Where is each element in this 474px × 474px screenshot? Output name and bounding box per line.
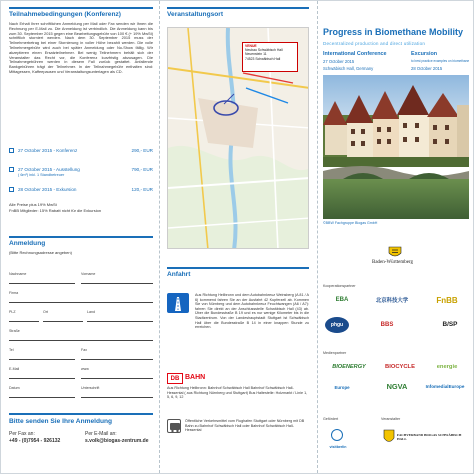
state-name: Baden-Württemberg bbox=[372, 260, 414, 265]
send-title: Bitte senden Sie Ihre Anmeldung bbox=[9, 418, 113, 425]
fax-field[interactable]: Fax bbox=[81, 348, 153, 360]
conference-date: 27 October 2015 bbox=[323, 59, 355, 64]
fnbb-logo: FnBB bbox=[436, 295, 458, 305]
train-directions: Aus Richtung Heilbronn: Bahnhof Schwäbisch Hall Bahnhof Schwäbisch Hall-Hessental ( aus Richtung Nürnberg und Stuttgart) Bus Haltestelle: Holzmarkt / Linie 1, 5, 6, 9, 12 bbox=[167, 386, 308, 400]
fax-label: Per Fax an: bbox=[9, 431, 35, 437]
cover-title: Progress in Biomethane Mobility bbox=[323, 27, 464, 37]
company-field[interactable]: Firma bbox=[9, 291, 153, 303]
registration-title: Anmeldung bbox=[9, 240, 46, 247]
price-amount: 290,- EUR bbox=[131, 148, 153, 153]
registration-bar bbox=[9, 236, 153, 238]
venue-title: Veranstaltungsort bbox=[167, 11, 224, 18]
media-label: Medienpartner bbox=[323, 351, 347, 355]
town-photo bbox=[323, 75, 469, 219]
photo-caption: ©BBW Fachgruppe Biogas GmbH bbox=[323, 221, 378, 225]
ngva-logo: NGVA bbox=[386, 381, 408, 391]
price-amount: 790,- EUR bbox=[131, 167, 153, 172]
city-field[interactable]: Ort bbox=[43, 310, 83, 322]
university-logo: 北京科技大学 bbox=[375, 298, 409, 304]
registration-subtitle: (Bitte Rechnungsadresse angeben) bbox=[9, 250, 72, 255]
price-exhibition[interactable] bbox=[9, 166, 153, 180]
right-column bbox=[317, 1, 474, 473]
price-label: 27 October 2015 - Ausstellung bbox=[18, 167, 80, 172]
excursion-desc: to best practice examples on biomethane bbox=[411, 59, 470, 63]
checkbox[interactable] bbox=[9, 148, 14, 153]
car-directions: Aus Richtung Heilbronn und dem Autobahnkreuz Weinsberg (A 81 / A 6) kommend fahren Sie an der Ausfahrt 42 Kupferzell ab. Kommen Sie von Nürnberg und dem Autobahnkreuz Feuchtwangen (A6 / A7): fahren Sie direkt an der Anschlussstelle Schwäbisch Hall (43) ab. Über die Bundesstraße B 19 und es nur wenige Kilometer bis in die Stadtzentrum. Von der Landeshauptstadt Stuttgart ist Schwäbisch Hall über die Bundesstraße B 14 in einer knappen Stunde zu erreichen. bbox=[195, 293, 309, 330]
support-label: Gefördert bbox=[323, 417, 339, 421]
title-bar bbox=[9, 7, 153, 9]
country-field[interactable]: Land bbox=[87, 310, 153, 322]
public-transport-text: Öffentliche Verkehrsmittel vom Flughafen Stuttgart oder Nürnberg mit DB Bahn zu Bahnhof Schwäbisch Hall oder Bahnhof Schwäbisch Hall-Hessental bbox=[185, 419, 305, 433]
lastname-field[interactable]: Nachname bbox=[9, 272, 75, 284]
db-logo: DB bbox=[167, 373, 183, 384]
mail-address[interactable]: s.volk@biogas-zentrum.de bbox=[85, 438, 149, 444]
email-field[interactable]: E-Mail bbox=[9, 367, 75, 379]
firstname-field[interactable]: Vorname bbox=[81, 272, 153, 284]
organizer-label: Veranstalter bbox=[381, 417, 401, 421]
left-column bbox=[1, 1, 159, 473]
conditions-text: Nach Erhalt Ihrer schriftlichen Anmeldung per Mail oder Fax senden wir Ihnen die Rechnung per E-Mail zu. Die Anmeldung ist verbindlich. Die Anmeldung kann bis zum 30. September 2015 gegen eine Bearbeitungsgebühr von 100 € (+ 19% MwSt) schriftlich storniert werden. Nach dem 30. September 2015 muss der Teilnehmerbetrag bei einer Stornierung in voller Höhe bezahlt werden. Die volle Teilnehmergebühr wird auch bei später Anmeldung oder No-Show fällig. Wir akzeptieren einen Ersatzteilnehmer. Bei wenig Teilnehmern behält sich der Veranstalter das Recht vor, die Konferenz kurzfristig abzusagen. Die Teilnahmegebühren werden in diesem Fall zurück gestattet. Anfallende Bankgebühren trägt der Teilnehmer. In der Teilnahmegebühr enthalten sind: Mittagessen, Kaffeepausen und Veranstaltungsunterlagen als CD. bbox=[9, 21, 153, 74]
ministry-logo: FACHVERBAND BIOGAS SCHWÄBISCH HALL bbox=[397, 433, 462, 441]
bsp-logo: B/SP bbox=[442, 320, 458, 328]
visit-logo: visitberlin bbox=[329, 445, 347, 449]
date-field[interactable]: Datum bbox=[9, 386, 75, 398]
price-conference[interactable] bbox=[9, 147, 153, 157]
city-map[interactable] bbox=[167, 27, 309, 249]
signature-field[interactable]: Unterschrift bbox=[81, 386, 153, 398]
venue-label: VENUE bbox=[245, 44, 257, 48]
euro-logo: Europe bbox=[334, 384, 350, 390]
bioenergy-logo: BIOENERGY bbox=[332, 364, 366, 370]
bbs-logo: BBS bbox=[380, 322, 394, 328]
db-wordmark: BAHN bbox=[185, 374, 206, 381]
price-amount: 120,- EUR bbox=[131, 187, 153, 192]
conference-label: International Conference bbox=[323, 51, 387, 57]
price-sub: ( 6m²) inkl. 1 Standbetreuer bbox=[18, 173, 65, 177]
venue-line-2: Neuenstein 11 bbox=[245, 52, 267, 57]
arrival-title: Anfahrt bbox=[167, 271, 191, 278]
conditions-title: Teilnahmebedingungen (Konferenz) bbox=[9, 11, 121, 18]
venue-label-box bbox=[242, 42, 298, 72]
web-field[interactable]: www bbox=[81, 367, 153, 379]
checkbox[interactable] bbox=[9, 187, 14, 192]
cover-subtitle: Decentralized production and direct utilization bbox=[323, 41, 426, 46]
eba-logo: EBA bbox=[335, 297, 349, 303]
phone-field[interactable]: Tel bbox=[9, 348, 75, 360]
checkbox[interactable] bbox=[9, 167, 14, 172]
mail-label: Per E-Mail an: bbox=[85, 431, 117, 437]
conference-place: Schwäbisch Hall, Germany bbox=[323, 66, 374, 71]
arrival-bar bbox=[167, 267, 309, 269]
state-crest-icon bbox=[387, 245, 403, 259]
venue-line-1: Neubau Schwäbisch Hall bbox=[245, 48, 283, 53]
price-note-vat: Alle Preise plus 19% MwSt bbox=[9, 202, 57, 207]
street-field[interactable]: Straße bbox=[9, 329, 153, 341]
infomedia-logo: InfomedialEurope bbox=[425, 383, 465, 389]
venue-bar bbox=[167, 7, 309, 9]
visit-logo-icon bbox=[331, 429, 343, 441]
ministry-crest-icon bbox=[383, 429, 395, 445]
zip-field[interactable]: PLZ bbox=[9, 310, 39, 322]
bus-icon bbox=[167, 419, 181, 433]
price-note-discount: FnBB Mitglieder: 15% Rabatt nicht für die Exkursion bbox=[9, 208, 102, 213]
phgu-logo: phgu bbox=[325, 317, 349, 333]
highway-icon bbox=[167, 293, 189, 313]
partners-label: Kooperationspartner bbox=[323, 284, 356, 288]
excursion-date: 28 October 2015 bbox=[411, 66, 443, 71]
energie-logo: energie bbox=[436, 364, 458, 370]
venue-line-3: 74523 Schwäbisch Hall bbox=[245, 56, 281, 61]
price-label: 28 October 2015 - Exkursion bbox=[18, 187, 77, 192]
price-excursion[interactable] bbox=[9, 186, 153, 196]
fax-number[interactable]: +49 - (0)7954 - 926132 bbox=[9, 438, 61, 444]
excursion-label: Excursion bbox=[411, 51, 438, 57]
price-label: 27 October 2015 - Konferenz bbox=[18, 148, 78, 153]
middle-column bbox=[159, 1, 317, 473]
biocycle-logo: BIOCYCLE bbox=[385, 364, 415, 370]
send-bar bbox=[9, 413, 153, 415]
